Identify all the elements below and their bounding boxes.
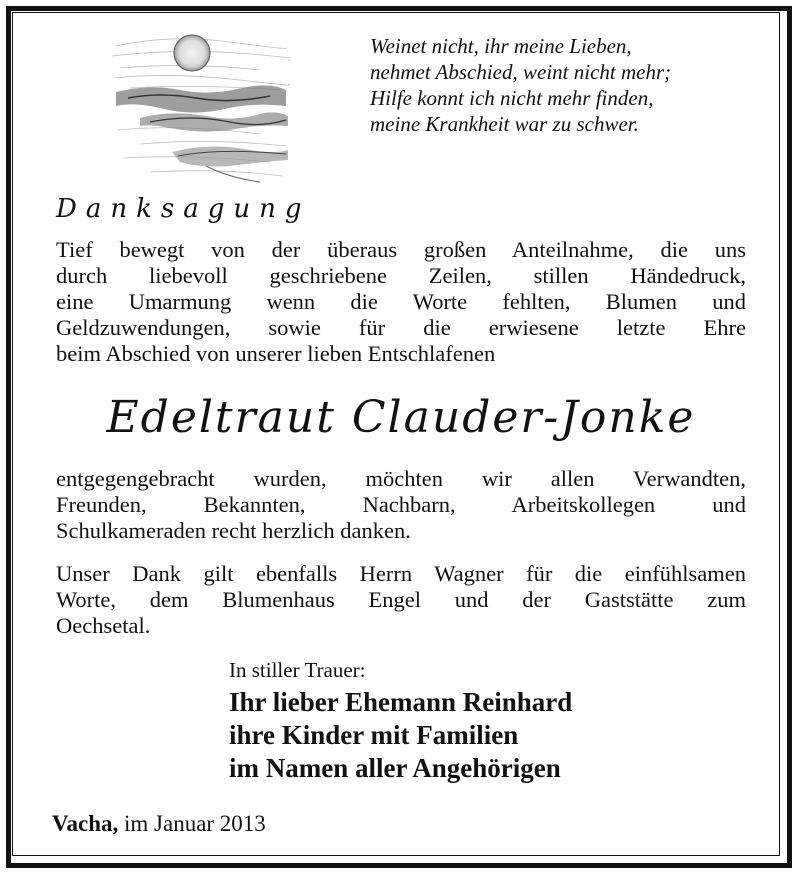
signoff-intro: In stiller Trauer: <box>229 658 366 682</box>
paragraph-also-thanks <box>56 561 746 639</box>
poem-line: nehmet Abschied, weint nicht mehr; <box>370 60 672 84</box>
paragraph-line: entgegengebracht wurden, möchten wir allen Verwandten, <box>56 466 746 491</box>
signoff-name: ihre Kinder mit Familien <box>229 720 519 750</box>
paragraph-line: Worte, dem Blumenhaus Engel und der Gaststätte zum <box>56 587 746 612</box>
footer-place: Vacha, <box>52 811 119 836</box>
paragraph-line: Freunden, Bekannten, Nachbarn, Arbeitskollegen und <box>56 492 746 517</box>
poem <box>370 33 770 137</box>
footer-date: im Januar 2013 <box>124 811 266 836</box>
poem-line: Weinet nicht, ihr meine Lieben, <box>370 34 632 58</box>
paragraph-line: Tief bewegt von der überaus großen Anteilnahme, die uns <box>56 237 746 262</box>
paragraph-received <box>56 466 746 544</box>
paragraph-line: Schulkameraden recht herzlich danken. <box>56 518 411 543</box>
signoff <box>229 658 572 785</box>
poem-line: Hilfe konnt ich nicht mehr finden, <box>370 86 654 110</box>
paragraph-line: durch liebevoll geschriebene Zeilen, stillen Händedruck, <box>56 263 746 288</box>
signoff-name: im Namen aller Angehörigen <box>229 753 561 783</box>
poem-line: meine Krankheit war zu schwer. <box>370 112 639 136</box>
paragraph-line: eine Umarmung wenn die Worte fehlten, Blumen und <box>56 289 746 314</box>
moon-landscape-illustration <box>110 26 290 184</box>
paragraph-line: Unser Dank gilt ebenfalls Herrn Wagner für die einfühlsamen <box>56 561 746 586</box>
paragraph-thanks <box>56 237 746 367</box>
deceased-name: Edeltraut Clauder-Jonke <box>106 392 696 443</box>
paragraph-line: Geldzuwendungen, sowie für die erwiesene letzte Ehre <box>56 315 746 340</box>
heading-danksagung: Danksagung <box>56 194 311 224</box>
paragraph-line: beim Abschied von unserer lieben Entschlafenen <box>56 341 496 366</box>
paragraph-line: Oechsetal. <box>56 613 151 638</box>
footer-place-date <box>52 811 266 837</box>
signoff-names <box>229 686 572 785</box>
signoff-name: Ihr lieber Ehemann Reinhard <box>229 687 573 717</box>
